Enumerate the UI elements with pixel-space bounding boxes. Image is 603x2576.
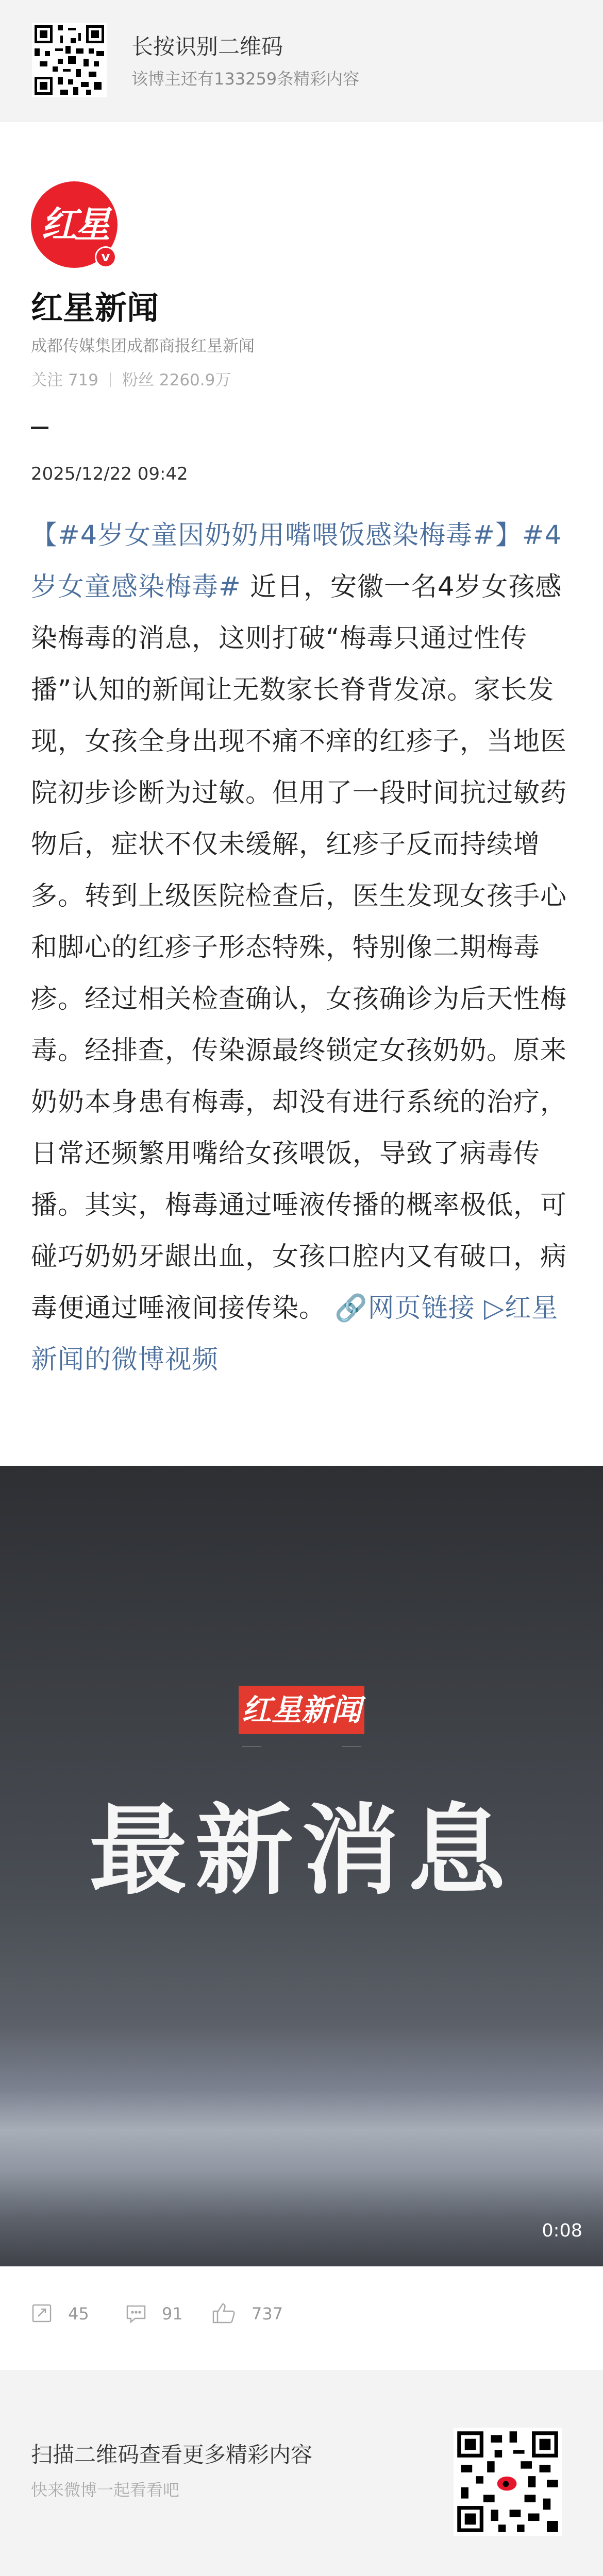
banner-title: 长按识别二维码 — [131, 34, 283, 59]
topic-link-2[interactable]: #4岁女童感染梅毒# — [31, 520, 562, 602]
divider — [31, 427, 48, 429]
verified-badge-icon: v — [95, 246, 116, 268]
like-count: 737 — [252, 2304, 283, 2324]
comment-count: 91 — [162, 2304, 183, 2324]
action-bar — [0, 2282, 603, 2344]
bottom-title: 扫描二维码查看更多精彩内容 — [31, 2442, 313, 2467]
video-brand-logo: 红星新闻 — [239, 1686, 364, 1734]
post-text — [31, 510, 577, 1386]
video-headline: 最新消息 — [89, 1794, 514, 1908]
repost-count: 45 — [68, 2304, 89, 2324]
thumbs-up-icon — [211, 2302, 237, 2325]
video-player[interactable] — [0, 1466, 603, 2266]
weibo-qr-code-icon[interactable] — [454, 2428, 562, 2536]
video-link-label: 红星新闻的微博视频 — [31, 1293, 559, 1375]
bottom-subtitle: 快来微博一起看看吧 — [31, 2480, 180, 2500]
avatar-logo-text: 红星 — [41, 203, 107, 246]
repost-icon — [31, 2302, 54, 2325]
comment-icon — [125, 2302, 147, 2325]
following-count[interactable]: 关注 719 — [31, 371, 99, 389]
qr-code-icon[interactable] — [32, 23, 107, 97]
video-link-icon: ▷ — [483, 1293, 505, 1324]
bottom-qr-section — [0, 2370, 603, 2576]
video-brand-underline — [242, 1742, 361, 1752]
post-date: 2025/12/22 09:42 — [31, 464, 188, 484]
topic-link-1[interactable]: 【#4岁女童因奶奶用嘴喂饭感染梅毒#】 — [31, 520, 522, 551]
post-body-text: 近日，安徽一名4岁女孩感染梅毒的消息，这则打破“梅毒只通过性传播”认知的新闻让无数家长脊背发凉。家长发现，女孩全身出现不痛不痒的红疹子，当地医院初步诊断为过敏。但用了一段时间抗过敏药物后，症状不仅未缓解，红疹子反而持续增多。转到上级医院检查后，医生发现女孩手心和脚心的红疹子形态特殊，特别像二期梅毒疹。经过相关检查确认，女孩确诊为后天性梅毒。经排查，传染源最终锁定女孩奶奶。原来奶奶本身患有梅毒，却没有进行系统的治疗，日常还频繁用嘴给女孩喂饭，导致了病毒传播。其实，梅毒通过唾液传播的概率极低，可碰巧奶奶牙龈出血，女孩口腔内又有破口，病毒便通过唾液间接传染。 — [31, 572, 567, 1324]
account-description: 成都传媒集团成都商报红星新闻 — [31, 337, 255, 355]
followers-count[interactable]: 粉丝 2260.9万 — [122, 371, 231, 389]
banner-subtitle: 该博主还有133259条精彩内容 — [131, 69, 360, 89]
video-duration: 0:08 — [542, 2221, 582, 2241]
link-icon: 🔗 — [334, 1293, 368, 1324]
web-link[interactable] — [334, 1293, 475, 1324]
qr-banner — [0, 0, 603, 122]
account-name[interactable]: 红星新闻 — [31, 289, 159, 327]
account-stats — [31, 367, 231, 390]
avatar[interactable] — [31, 181, 118, 268]
web-link-label: 网页链接 — [367, 1293, 475, 1324]
